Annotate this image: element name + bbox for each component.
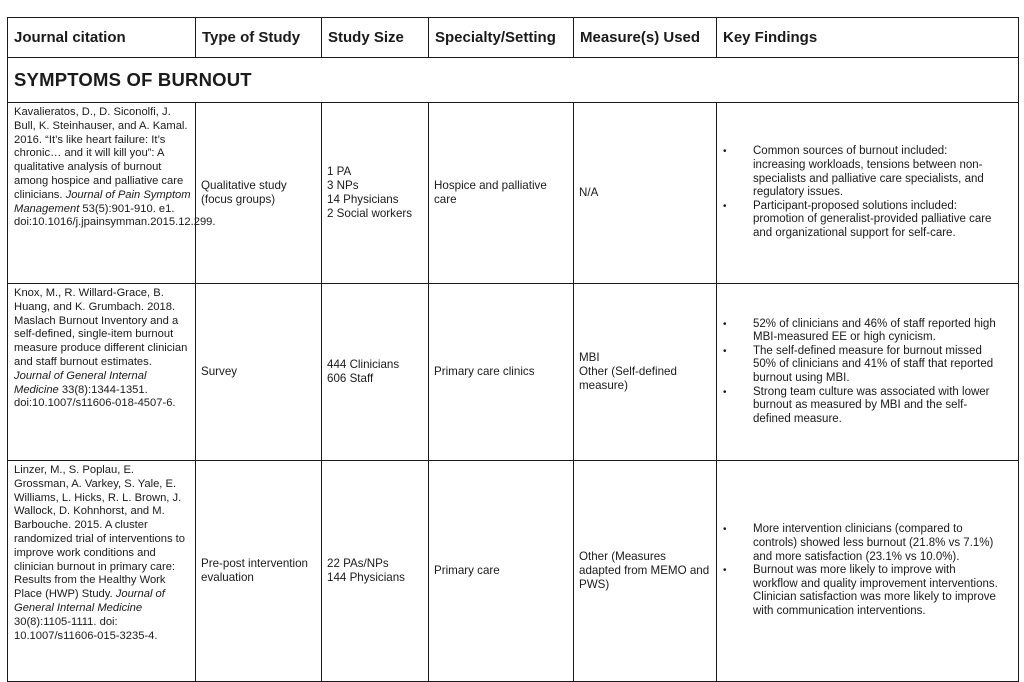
citation-cell — [8, 103, 216, 284]
bullet-icon: • — [723, 146, 727, 158]
finding-item — [723, 386, 998, 427]
findings-cell — [717, 461, 1019, 682]
finding-text: Strong team culture was associated with lower burnout as measured by MBI and the self-defined measure. — [753, 385, 990, 425]
literature-table — [7, 17, 1019, 682]
table-row — [8, 461, 1019, 682]
finding-item — [723, 200, 998, 241]
finding-item — [723, 145, 998, 199]
bullet-icon: • — [723, 565, 727, 577]
size-cell — [322, 461, 429, 682]
setting-cell: Primary care — [429, 461, 574, 682]
citation-journal: Journal of General Internal Medicine — [14, 588, 165, 614]
header-type-of-study: Type of Study — [196, 18, 322, 58]
size-line: 2 Social workers — [327, 207, 413, 220]
header-row — [8, 18, 1019, 58]
size-cell — [322, 284, 429, 461]
type-cell: Pre-post intervention evaluation — [196, 461, 322, 682]
finding-item — [723, 564, 998, 618]
size-cell — [322, 103, 429, 284]
size-line: 444 Clinicians — [327, 358, 400, 371]
citation-text: Knox, M., R. Willard-Grace, B. Huang, and K. Grumbach. 2018. Maslach Burnout Inventory and a self-defined, single-item burnout measure produce different clinician and staff burnout estimates. — [14, 287, 188, 368]
finding-item — [723, 523, 998, 564]
citation-details: 30(8):1105-1111. doi: 10.1007/s11606-015-3235-4. — [14, 615, 158, 642]
citation-text: Kavalieratos, D., D. Siconolfi, J. Bull, K. Steinhauser, and A. Kamal. 2016. “It’s like heart failure: It’s chronic… and it will kill you”: A qualitative analysis of burnout among hospice and palliative care clinicians. — [14, 106, 188, 201]
citation-cell — [8, 461, 196, 682]
measure-line: N/A — [579, 186, 599, 199]
section-title: SYMPTOMS OF BURNOUT — [8, 58, 1019, 103]
finding-text: 52% of clinicians and 46% of staff reported high MBI-measured EE or high cynicism. — [753, 317, 996, 344]
citation-journal: Journal of General Internal Medicine — [14, 369, 147, 396]
size-line: 3 NPs — [327, 179, 359, 192]
size-line: 144 Physicians — [327, 571, 405, 584]
measures-cell — [574, 103, 717, 284]
measure-line: MBI — [579, 351, 600, 364]
setting-cell: Primary care clinics — [429, 284, 574, 461]
measures-cell — [574, 461, 717, 682]
finding-text: The self-defined measure for burnout missed 50% of clinicians and 41% of staff that reported burnout using MBI. — [753, 344, 994, 384]
citation-details: 33(8):1344-1351. doi:10.1007/s11606-018-4507-6. — [14, 383, 176, 410]
citation-details: 53(5):901-910. e1. doi:10.1016/j.jpainsymman.2015.12.299. — [14, 202, 216, 229]
bullet-icon: • — [723, 524, 727, 536]
header-journal-citation: Journal citation — [8, 18, 196, 58]
bullet-icon: • — [723, 318, 727, 330]
type-cell: Qualitative study (focus groups) — [196, 103, 322, 284]
size-line: 606 Staff — [327, 372, 374, 385]
size-line: 22 PAs/NPs — [327, 557, 389, 570]
size-line: 1 PA — [327, 165, 352, 178]
header-key-findings: Key Findings — [717, 18, 1019, 58]
table-row — [8, 103, 1019, 284]
citation-text: Linzer, M., S. Poplau, E. Grossman, A. Varkey, S. Yale, E. Williams, L. Hicks, R. L. Brown, J. Wallock, D. Kohnhorst, and M. Barbouche. 2015. A cluster randomized trial of interventions to improve work conditions and clinician burnout in primary care: Results from the Healthy Work Place (HWP) Study. — [14, 464, 186, 601]
findings-cell — [717, 103, 1019, 284]
measures-cell — [574, 284, 717, 461]
measure-line: Other (Measures adapted from MEMO and PWS) — [579, 550, 710, 591]
table-row — [8, 284, 1019, 461]
findings-cell — [717, 284, 1019, 461]
finding-text: Burnout was more likely to improve with workflow and quality improvement interventions. Clinician satisfaction was more likely to improve with communication interventions. — [753, 564, 998, 617]
finding-item — [723, 345, 998, 386]
citation-cell — [8, 284, 196, 461]
size-line: 14 Physicians — [327, 193, 399, 206]
header-study-size: Study Size — [322, 18, 429, 58]
type-cell: Survey — [196, 284, 322, 461]
finding-item — [723, 318, 998, 345]
finding-text: Participant-proposed solutions included: promotion of generalist-provided palliative care and organizational support for self-care. — [753, 199, 992, 239]
bullet-icon: • — [723, 200, 727, 212]
header-measures-used: Measure(s) Used — [574, 18, 717, 58]
bullet-icon: • — [723, 386, 727, 398]
bullet-icon: • — [723, 345, 727, 357]
setting-cell: Hospice and palliative care — [429, 103, 574, 284]
finding-text: More intervention clinicians (compared to controls) showed less burnout (21.8% vs 7.1%) and more satisfaction (23.1% vs 10.0%). — [753, 523, 994, 563]
section-row — [8, 58, 1019, 103]
citation-journal: Journal of Pain Symptom Management — [14, 188, 191, 215]
measure-line: Other (Self-defined measure) — [579, 365, 677, 392]
header-specialty-setting: Specialty/Setting — [429, 18, 574, 58]
finding-text: Common sources of burnout included: increasing workloads, tensions between non-specialists and palliative care specialists, and regulatory issues. — [753, 145, 984, 199]
